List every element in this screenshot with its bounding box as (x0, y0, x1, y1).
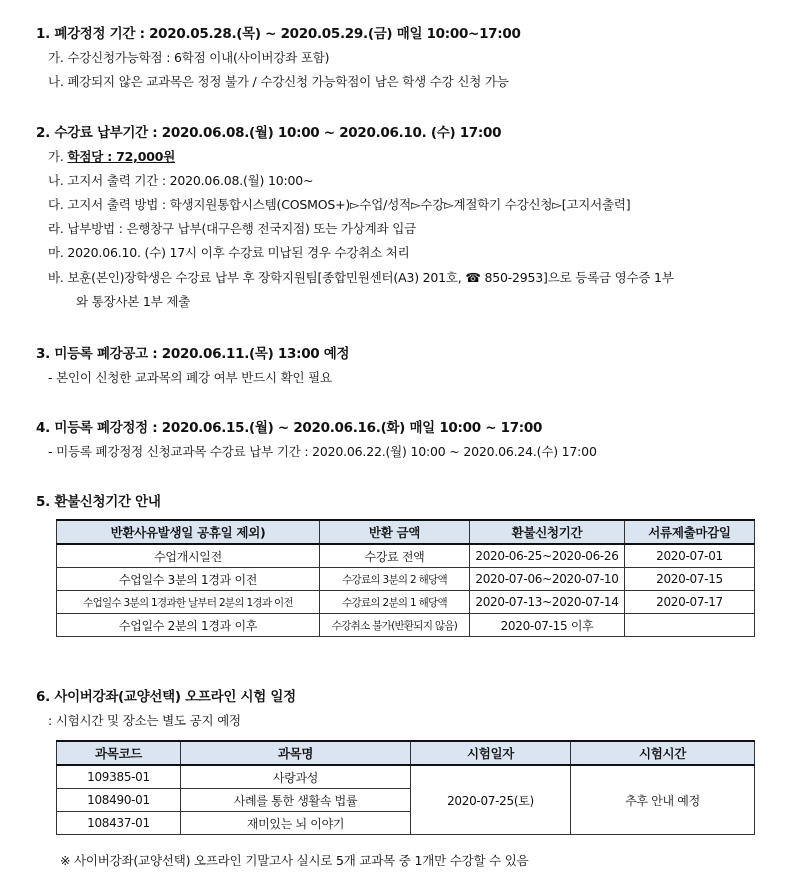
section-1-heading: 1. 폐강정정 기간 : 2020.05.28.(목) ~ 2020.05.29.(금) 매일 10:00~17:00 (36, 26, 521, 42)
refund-amount: 수강료의 2분의 1 해당액 (320, 591, 470, 614)
exam-date: 2020-07-25(토) (411, 765, 571, 835)
refund-deadline: 2020-07-17 (625, 591, 755, 614)
exam-table-header (57, 741, 755, 765)
exam-col-code: 과목코드 (57, 741, 181, 765)
section-3-heading: 3. 미등록 폐강공고 : 2020.06.11.(목) 13:00 예정 (36, 346, 350, 362)
exam-col-date: 시험일자 (411, 741, 571, 765)
refund-period: 2020-07-06~2020-07-10 (470, 568, 625, 591)
section-4-item-a: - 미등록 폐강정정 신청교과목 수강료 납부 기간 : 2020.06.22.(월) 10:00 ~ 2020.06.24.(수) 17:00 (48, 444, 597, 459)
section-2-item-a-prefix: 가. (48, 149, 64, 164)
section-4-heading: 4. 미등록 폐강정정 : 2020.06.15.(월) ~ 2020.06.16.(화) 매일 10:00 ~ 17:00 (36, 420, 543, 436)
refund-deadline (625, 614, 755, 637)
section-2-item-f-line1: 바. 보훈(본인)장학생은 수강료 납부 후 장학지원팀[종합민원센터(A3) 201호, ☎ 850-2953]으로 등록금 영수증 1부 (48, 270, 674, 285)
exam-table (56, 740, 755, 835)
section-2-item-a (48, 147, 175, 165)
section-5-heading: 5. 환불신청기간 안내 (36, 494, 161, 510)
exam-time: 추후 안내 예정 (571, 765, 755, 835)
section-1-item-a: 가. 수강신청가능학점 : 6학점 이내(사이버강좌 포함) (48, 50, 330, 65)
refund-reason: 수업일수 2분의 1경과 이후 (57, 614, 320, 637)
refund-deadline: 2020-07-15 (625, 568, 755, 591)
refund-period: 2020-07-13~2020-07-14 (470, 591, 625, 614)
section-2-item-e: 마. 2020.06.10. (수) 17시 이후 수강료 미납된 경우 수강취소 처리 (48, 245, 410, 260)
table-row (57, 568, 755, 591)
course-code: 108490-01 (57, 789, 181, 812)
refund-reason: 수업개시일전 (57, 544, 320, 568)
section-2-item-b: 나. 고지서 출력 기간 : 2020.06.08.(월) 10:00~ (48, 173, 314, 188)
table-row (57, 544, 755, 568)
refund-amount: 수강료 전액 (320, 544, 470, 568)
section-1-item-b: 나. 폐강되지 않은 교과목은 정정 불가 / 수강신청 가능학점이 남은 학생 수강 신청 가능 (48, 74, 509, 89)
table-row (57, 765, 755, 789)
refund-table (56, 519, 755, 637)
section-2-item-d: 라. 납부방법 : 은행창구 납부(대구은행 전국지점) 또는 가상계좌 입금 (48, 221, 416, 236)
refund-period: 2020-07-15 이후 (470, 614, 625, 637)
section-6-heading: 6. 사이버강좌(교양선택) 오프라인 시험 일정 (36, 689, 296, 705)
exam-col-time: 시험시간 (571, 741, 755, 765)
refund-col-deadline: 서류제출마감일 (625, 520, 755, 544)
refund-period: 2020-06-25~2020-06-26 (470, 544, 625, 568)
course-code: 108437-01 (57, 812, 181, 835)
refund-reason: 수업일수 3분의 1경과한 날부터 2분의 1경과 이전 (57, 591, 320, 614)
exam-col-name: 과목명 (181, 741, 411, 765)
course-name: 재미있는 뇌 이야기 (181, 812, 411, 835)
section-3-item-a: - 본인이 신청한 교과목의 폐강 여부 반드시 확인 필요 (48, 370, 332, 385)
course-name: 사례를 통한 생활속 법률 (181, 789, 411, 812)
refund-amount: 수강취소 불가(반환되지 않음) (320, 614, 470, 637)
refund-amount: 수강료의 3분의 2 해당액 (320, 568, 470, 591)
refund-col-amount: 반환 금액 (320, 520, 470, 544)
course-code: 109385-01 (57, 765, 181, 789)
refund-col-reason: 반환사유발생일 공휴일 제외) (57, 520, 320, 544)
section-6-footnote: ※ 사이버강좌(교양선택) 오프라인 기말고사 실시로 5개 교과목 중 1개만 수강할 수 있음 (60, 853, 529, 868)
refund-deadline: 2020-07-01 (625, 544, 755, 568)
section-2-item-f-line2: 와 통장사본 1부 제출 (76, 294, 191, 309)
course-name: 사랑과성 (181, 765, 411, 789)
refund-reason: 수업일수 3분의 1경과 이전 (57, 568, 320, 591)
section-2-item-c: 다. 고지서 출력 방법 : 학생지원통합시스템(COSMOS+)▻수업/성적▻수강▻계절학기 수강신청▻[고지서출력] (48, 197, 631, 212)
refund-table-header (57, 520, 755, 544)
section-2-heading: 2. 수강료 납부기간 : 2020.06.08.(월) 10:00 ~ 2020.06.10. (수) 17:00 (36, 125, 502, 141)
refund-col-period: 환불신청기간 (470, 520, 625, 544)
table-row (57, 614, 755, 637)
section-6-note: : 시험시간 및 장소는 별도 공지 예정 (48, 713, 241, 728)
table-row (57, 591, 755, 614)
fee-per-credit: 학점당 : 72,000원 (67, 149, 176, 164)
